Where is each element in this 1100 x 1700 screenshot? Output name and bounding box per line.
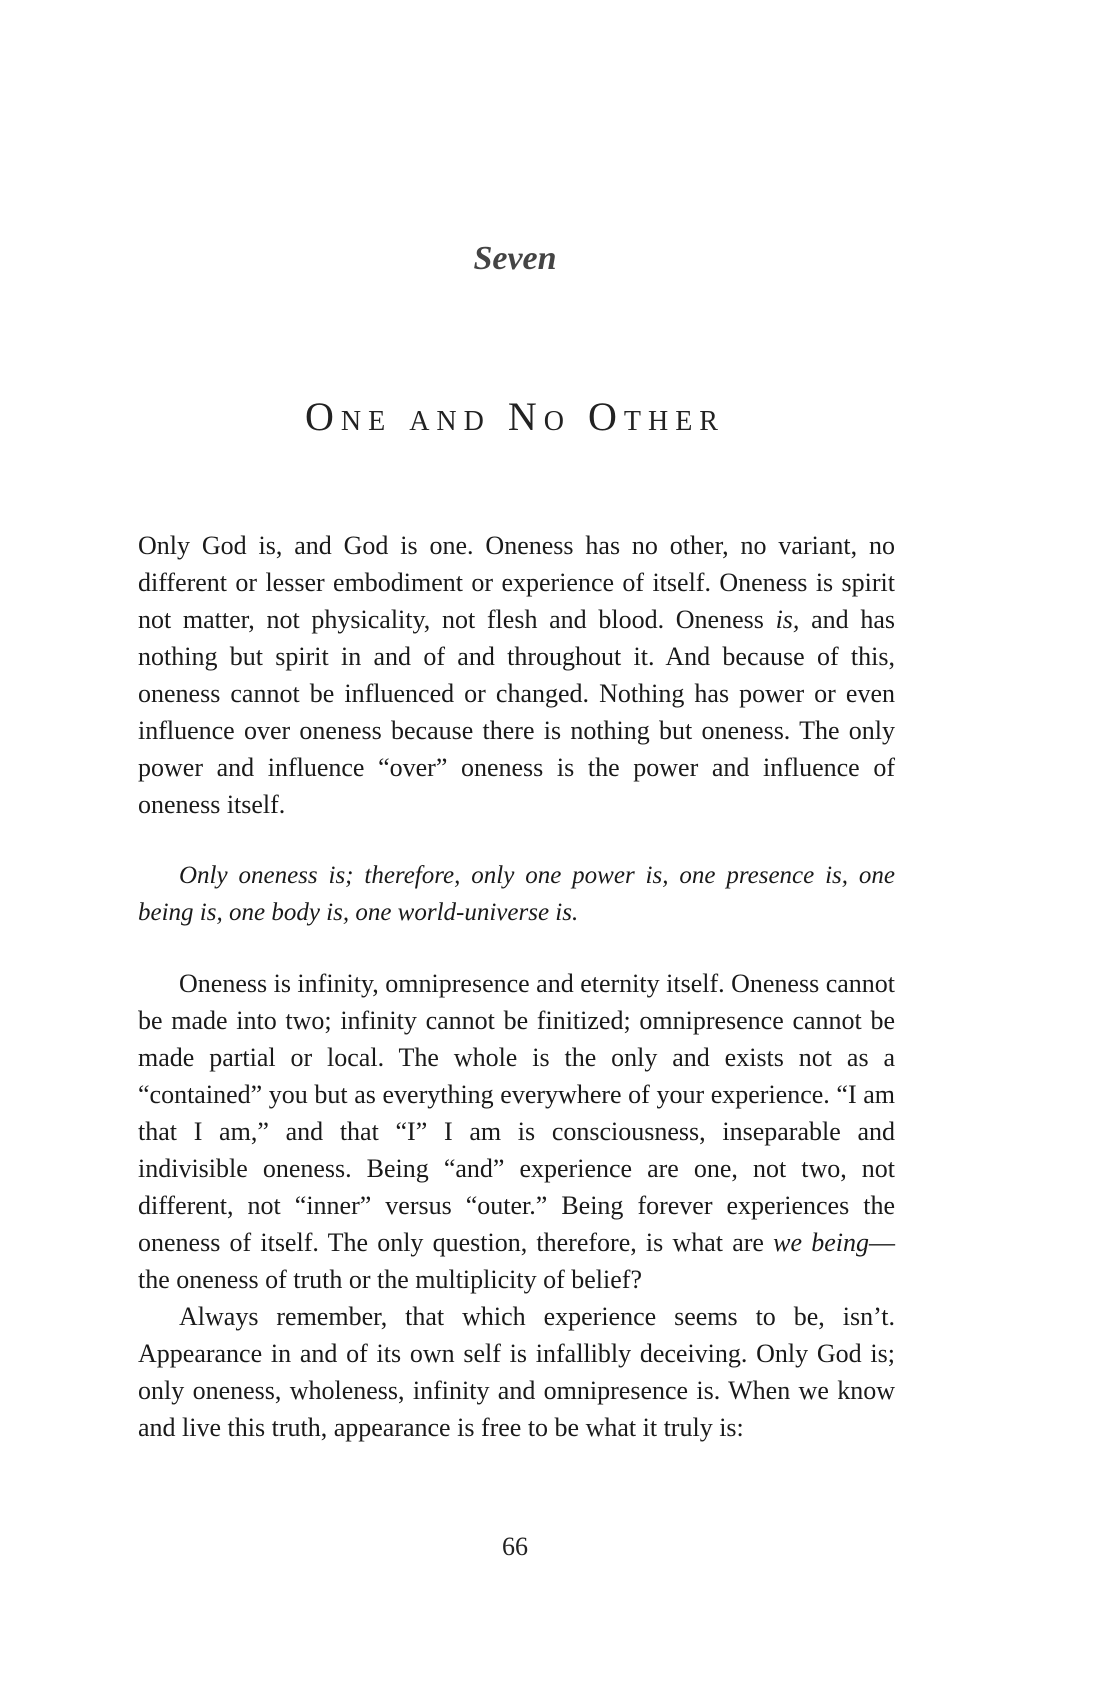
page-number: 66 [502, 1532, 528, 1561]
chapter-body [138, 527, 895, 1446]
paragraph-2-text-a: Oneness is infinity, omnipresence and eternity itself. Oneness cannot be made into two; infinity cannot be finitized; omnipresence cannot be made partial or local. The whole is the only and exists not as a “contained” you but as everything everywhere of your experience. “I am that I am,” and that “I” I am is consciousness, inseparable and indivisible oneness. Being “and” experience are one, not two, not different, not “inner” versus “outer.” Being forever experiences the oneness of itself. The only question, therefore, is what are [138, 969, 896, 1257]
paragraph-3: Always remember, that which experience seems to be, isn’t. Appearance in and of its own self is infallibly deceiving. Only God is; only oneness, wholeness, infinity and omnipresence is. When we know and live this truth, appearance is free to be what it truly is: [138, 1302, 895, 1442]
paragraph-1-text-a: Only God is, and God is one. Oneness has no other, no variant, no different or lesser embodiment or experience of itself. Oneness is spirit not matter, not physicality, not flesh and blood. Oneness [138, 531, 895, 634]
chapter-number: Seven [473, 240, 557, 277]
paragraph-2-emphasis: we being [773, 1228, 869, 1257]
italic-quote-paragraph: Only oneness is; therefore, only one power is, one presence is, one being is, one body is, one world-universe is. [138, 862, 895, 926]
chapter-title: One and No Other [305, 394, 725, 439]
paragraph-1-text-c: and has nothing but spirit in and of and throughout it. And because of this, oneness cannot be influenced or changed. Nothing has power or even influence over oneness because there is nothing but oneness. The only power and influence “over” oneness is the power and influence of oneness itself. [138, 605, 896, 819]
paragraph-2-text-c: —the oneness of truth or the multiplicity of belief? [138, 1228, 895, 1294]
paragraph-2 [138, 965, 895, 1298]
paragraph-1-emphasis: is, [775, 605, 800, 634]
paragraph-1 [138, 527, 895, 823]
